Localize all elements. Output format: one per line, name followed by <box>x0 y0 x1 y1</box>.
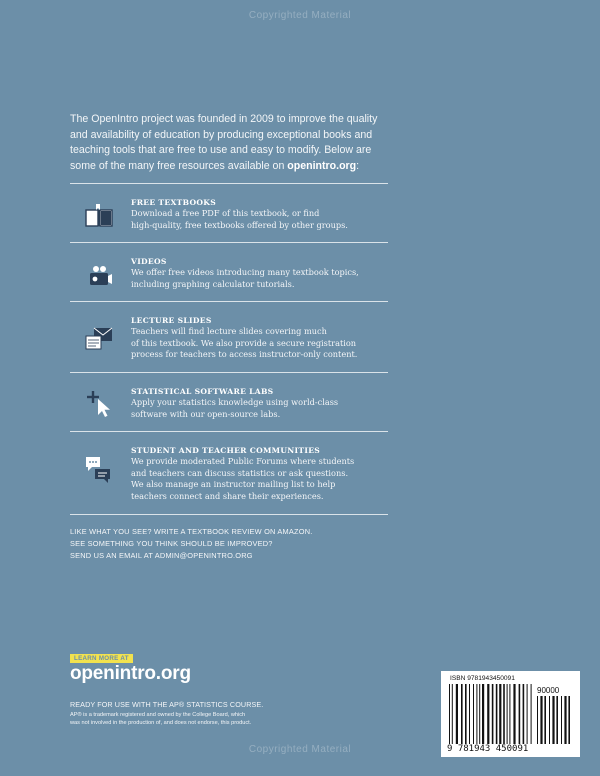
barcode-bar <box>537 696 538 744</box>
barcode-bar <box>496 684 498 744</box>
ap-notice <box>70 700 300 727</box>
barcode-bar <box>531 684 532 744</box>
watermark-top: Copyrighted Material <box>248 10 352 21</box>
divider <box>70 372 388 373</box>
barcode-bar <box>523 684 525 744</box>
resource-description <box>131 326 389 361</box>
resource-line: of this textbook. We also provide a secure registration <box>131 337 357 348</box>
resource-title: VIDEOS <box>131 257 167 266</box>
barcode-bar <box>561 696 562 744</box>
barcode-bar <box>449 684 450 744</box>
intro-tail: : <box>356 159 360 172</box>
openintro-link[interactable]: openintro.org <box>287 159 357 172</box>
brand-url[interactable]: openintro.org <box>70 663 191 684</box>
price-barcode-graphic <box>537 696 571 744</box>
barcode-bar <box>487 684 489 744</box>
barcode-bar <box>461 684 463 744</box>
barcode-bar <box>452 684 453 744</box>
resource-description <box>131 267 389 290</box>
divider <box>70 431 388 432</box>
video-camera-icon <box>84 261 114 291</box>
ap-note-line: AP® is a trademark registered and owned by the College Board, which <box>70 712 246 718</box>
resource-line: We provide moderated Public Forums where students <box>131 456 355 466</box>
barcode-bar <box>552 696 554 744</box>
slides-envelope-icon <box>84 324 114 354</box>
barcode-bar <box>476 684 477 744</box>
barcode-bar <box>509 684 510 744</box>
resource-title: STUDENT AND TEACHER COMMUNITIES <box>131 446 321 455</box>
resource-line: We also manage an instructor mailing list to help <box>131 479 336 490</box>
barcode-bar <box>556 696 558 744</box>
intro-text: The OpenIntro project was founded in 2009 to improve the quality and availability of education by producing exceptional books and teaching tools that are free to use and easy to modify. Below are some of the many free resources available on <box>70 113 378 172</box>
resource-title: LECTURE SLIDES <box>131 316 212 325</box>
resource-title: FREE TEXTBOOKS <box>131 198 216 207</box>
barcode-bar <box>519 684 521 744</box>
barcode-bar <box>549 696 550 744</box>
resource-title: STATISTICAL SOFTWARE LABS <box>131 387 274 396</box>
divider <box>70 183 388 184</box>
barcode-bar <box>465 684 467 744</box>
barcode-bar <box>540 696 542 744</box>
cta-email[interactable]: SEND US AN EMAIL AT ADMIN@OPENINTRO.ORG <box>70 551 253 560</box>
barcode-bar <box>503 684 505 744</box>
ap-note-line: was not involved in the production of, and does not endorse, this product. <box>70 720 252 726</box>
barcode-bar <box>482 684 484 744</box>
barcode-bar <box>507 684 508 744</box>
cta-improve: SEE SOMETHING YOU THINK SHOULD BE IMPROVED? <box>70 539 273 548</box>
resource-line: We offer free videos introducing many textbook topics, <box>131 267 359 277</box>
divider <box>70 242 388 243</box>
chat-bubbles-icon <box>84 454 114 484</box>
resource-line: process for teachers to access instructor-only content. <box>131 349 358 360</box>
cursor-plus-icon <box>84 389 114 419</box>
resource-line: Download a free PDF of this textbook, or find <box>131 208 320 218</box>
divider <box>70 301 388 302</box>
barcode-bar <box>513 684 515 744</box>
watermark-bottom: Copyrighted Material <box>248 744 352 755</box>
intro-paragraph <box>70 112 390 174</box>
cta-review: LIKE WHAT YOU SEE? WRITE A TEXTBOOK REVIEW ON AMAZON. <box>70 527 313 536</box>
ap-trademark-note <box>70 711 300 727</box>
barcode-bar <box>564 696 566 744</box>
barcode-bar <box>499 684 501 744</box>
barcode-bar <box>473 684 474 744</box>
resource-description <box>131 208 389 231</box>
learn-more-badge: LEARN MORE AT <box>70 654 133 663</box>
resource-line: teachers connect and share their experiences. <box>131 490 324 501</box>
resource-description <box>131 397 389 420</box>
barcode-graphic <box>449 684 533 744</box>
resource-line: Apply your statistics knowledge using world-class <box>131 397 339 407</box>
isbn-label: ISBN 9781943450091 <box>450 675 515 682</box>
resource-line: Teachers will find lecture slides covering much <box>131 326 327 336</box>
barcode-bar <box>527 684 528 744</box>
resource-line: including graphing calculator tutorials. <box>131 278 295 289</box>
resource-line: high-quality, free textbooks offered by other groups. <box>131 219 348 230</box>
barcode-bar <box>469 684 470 744</box>
divider <box>70 514 388 515</box>
ap-line: READY FOR USE WITH THE AP® STATISTICS COURSE. <box>70 700 264 709</box>
price-code: 90000 <box>537 686 560 695</box>
barcode-bar <box>568 696 570 744</box>
resource-line: software with our open-source labs. <box>131 408 281 419</box>
resource-description <box>131 456 389 502</box>
resource-line: and teachers can discuss statistics or ask questions. <box>131 467 349 478</box>
book-icon <box>84 202 114 232</box>
call-to-action <box>70 526 313 562</box>
barcode-bar <box>456 684 458 744</box>
barcode-digits: 9 781943 450091 <box>447 744 529 754</box>
barcode-bar <box>544 696 546 744</box>
barcode-bar <box>492 684 494 744</box>
barcode-bar <box>479 684 480 744</box>
